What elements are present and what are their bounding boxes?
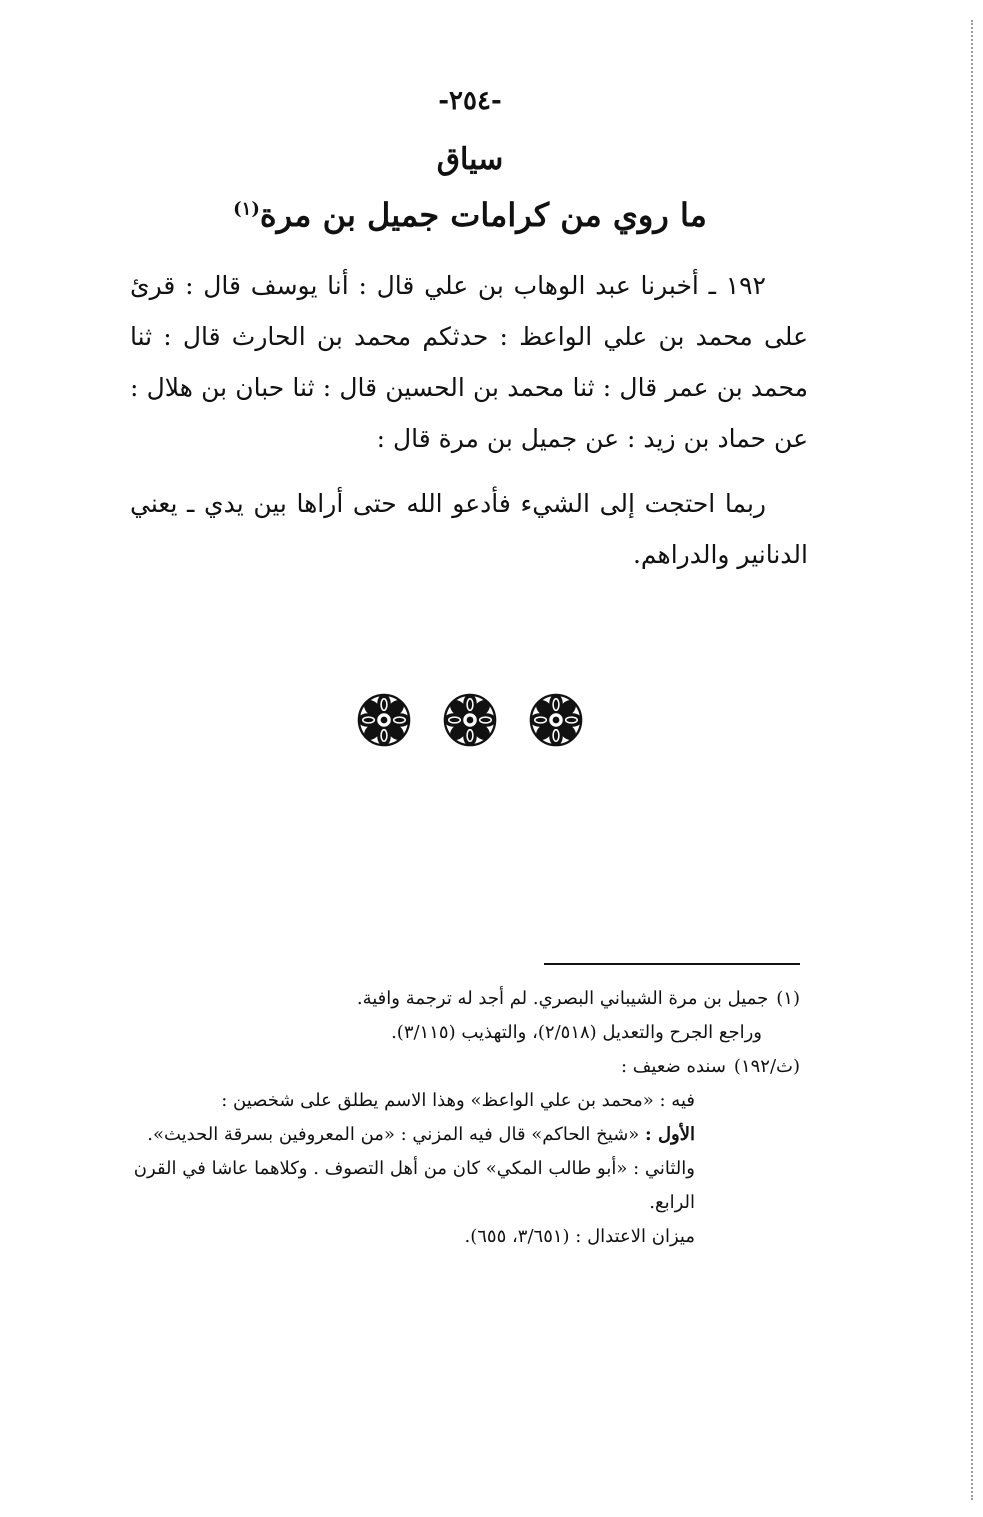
footnote-1-text: جميل بن مرة الشيباني البصري. لم أجد له ترجمة وافية. (356, 988, 769, 1009)
footnote-1-line-2: وراجع الجرح والتعديل (٢/٥١٨)، والتهذيب (٣/١١٥). (391, 1022, 762, 1043)
footnote-2-second-person (128, 1152, 800, 1220)
chapter-title (0, 196, 940, 234)
narration-paragraph: ١٩٢ ـ أخبرنا عبد الوهاب بن علي قال : أنا يوسف قال : قرئ على محمد بن علي الواعظ : حدثكم محمد بن الحارث قال : ثنا محمد بن عمر قال : ثنا محمد بن الحسين قال : ثنا حبان بن هلال : عن حماد بن زيد : عن جميل بن مرة قال : (130, 271, 808, 453)
flower-ornament-icon (355, 691, 413, 749)
flower-ornament-icon (527, 691, 585, 749)
footnote-2-second-label: والثاني : (633, 1158, 695, 1179)
footnote-2-first-label: الأول : (645, 1124, 695, 1145)
page-number: -٢٥٤- (438, 86, 502, 116)
footnote-2-first-text: «شيخ الحاكم» قال فيه المزني : «من المعروفين بسرقة الحديث». (147, 1124, 640, 1145)
footnotes-section (128, 982, 800, 1254)
flower-ornament-icon (441, 691, 499, 749)
section-end-ornaments (355, 685, 585, 755)
footnote-2-line-2: فيه : «محمد بن علي الواعظ» وهذا الاسم يطلق على شخصين : (221, 1090, 695, 1111)
footnote-2-first-person (128, 1118, 800, 1152)
footnote-separator (544, 963, 800, 965)
footnote-marker: (١) (233, 198, 260, 220)
chapter-title-text: ما روي من كرامات جميل بن مرة (259, 196, 707, 234)
scan-edge-divider (971, 20, 973, 1500)
footnote-1-line-1 (128, 982, 800, 1016)
chapter-label: سياق (436, 142, 504, 177)
quote-paragraph: ربما احتجت إلى الشيء فأدعو الله حتى أراها بين يدي ـ يعني الدنانير والدراهم. (130, 489, 808, 569)
footnote-2-text: سنده ضعيف : (620, 1056, 726, 1077)
footnote-2-source: ميزان الاعتدال : (٣/٦٥١، ٦٥٥). (464, 1226, 695, 1247)
footnote-1-number: (١) (776, 988, 800, 1009)
footnote-2-second-text: «أبو طالب المكي» كان من أهل التصوف . وكلاهما عاشا في القرن الرابع. (133, 1158, 695, 1213)
footnote-2-line-1 (128, 1050, 800, 1084)
footnote-2-number: (ث/١٩٢) (733, 1056, 800, 1077)
